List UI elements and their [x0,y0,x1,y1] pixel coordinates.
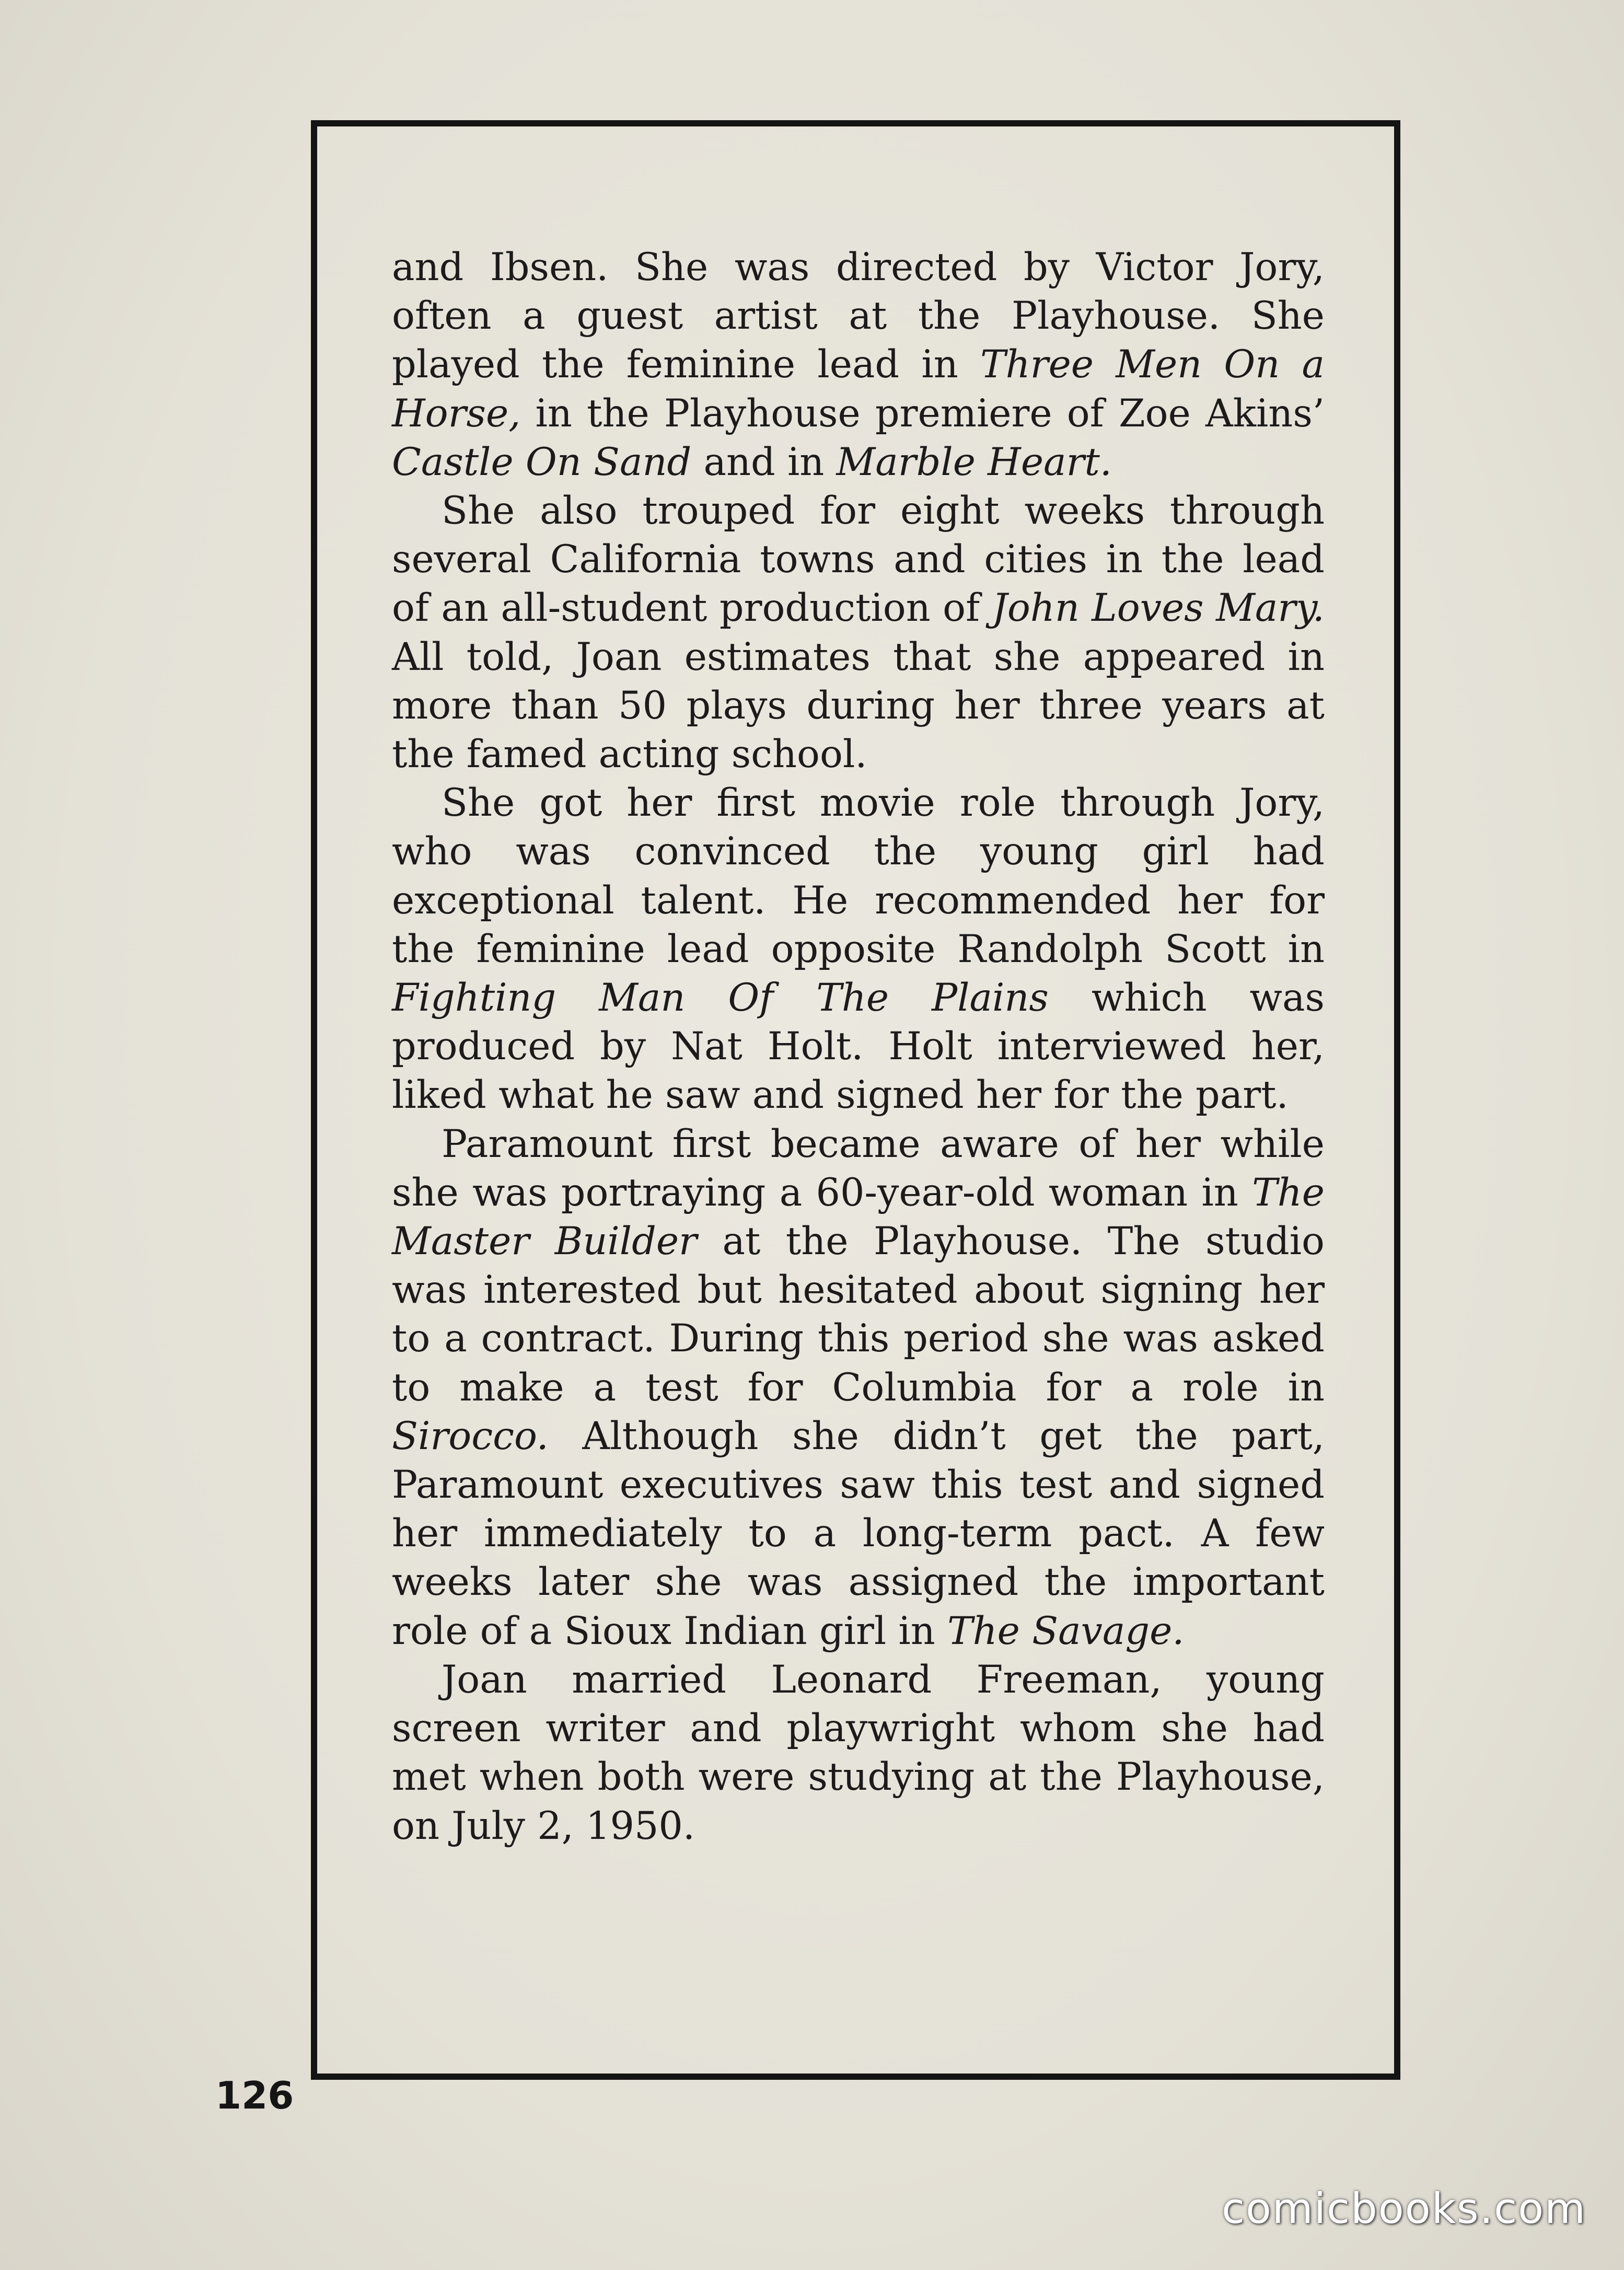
title-fighting-man-of-the-plains: Fighting Man Of The Plains [392,976,1049,1021]
paragraph-4-text: at the Playhouse. The studio was interested but hesitated about signing her to a contract. During this period she was asked to make a test for Columbia for a role in [392,1219,1325,1410]
paragraph-1 [392,243,1325,487]
article-body [392,243,1325,1850]
paragraph-4-text: Although she didn’t get the part, Paramount executives saw this test and signed her immediately to a long-term pact. A few weeks later she was assigned the important role of a Sioux Indian girl in [392,1414,1325,1653]
paragraph-5 [392,1655,1325,1850]
title-the-master-builder: The Master Builder [392,1170,1325,1264]
paragraph-4-text: Paramount first became aware of her while she was portraying a 60-year-old woman in [392,1121,1325,1215]
paragraph-3-text: which was produced by Nat Holt. Holt interviewed her, liked what he saw and signed her for the part. [392,976,1325,1118]
title-sirocco: Sirocco. [392,1414,549,1458]
paragraph-2-text: All told, Joan estimates that she appeared in more than 50 plays during her three years at the famed acting school. [392,634,1325,777]
title-castle-on-sand: Castle On Sand [392,439,692,484]
paragraph-1-text: and in [691,439,837,484]
paragraph-5-text: Joan married Leonard Freeman, young screen writer and playwright whom she had met when both were studying at the Playhouse, on July 2, 1950. [392,1657,1325,1848]
title-the-savage: The Savage. [947,1608,1185,1653]
title-john-loves-mary: John Loves Mary. [992,586,1325,631]
title-three-men-on-a-horse: Three Men On a Horse, [392,342,1325,436]
watermark-logo: comicbooks.com [1221,2184,1586,2233]
page-number: 126 [215,2074,294,2117]
paragraph-1-text: and Ibsen. She was directed by Victor Jory, often a guest artist at the Playhouse. She played the feminine lead in [392,245,1325,387]
paragraph-1-text: in the Playhouse premiere of Zoe Akins’ [520,391,1325,436]
paragraph-4 [392,1120,1325,1655]
paragraph-3-text: She got her first movie role through Jory, who was convinced the young girl had exceptional talent. He recommended her for the feminine lead opposite Randolph Scott in [392,781,1325,971]
paragraph-2 [392,487,1325,779]
title-marble-heart: Marble Heart. [836,439,1112,484]
paragraph-3 [392,779,1325,1119]
paragraph-2-text: She also trouped for eight weeks through several California towns and cities in the lead of an all-student production of [392,489,1325,631]
